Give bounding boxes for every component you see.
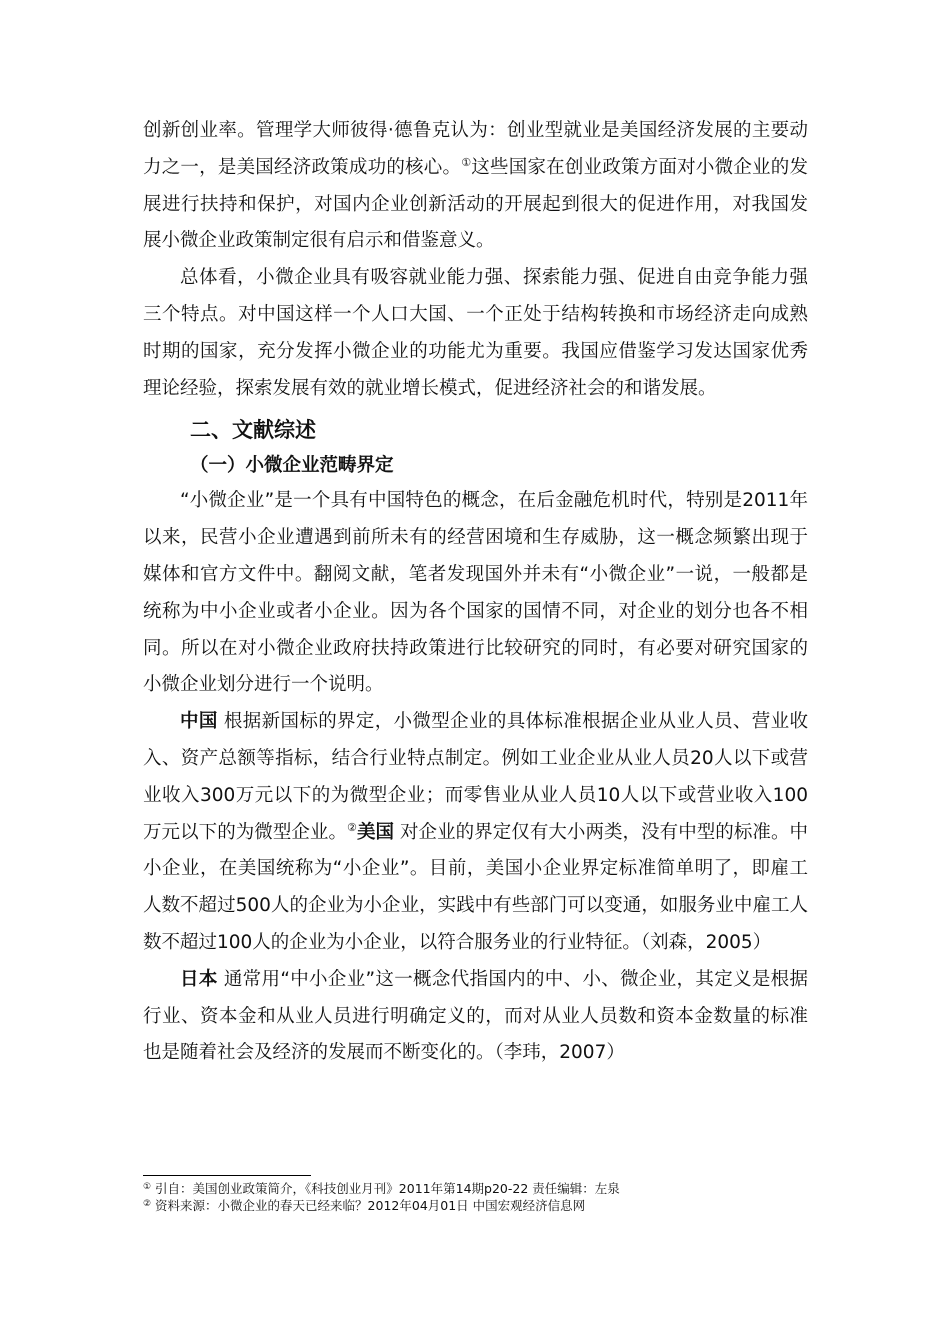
footnote-2-text: 资料来源：小微企业的春天已经来临？2012年04月01日 中国宏观经济信息网 (151, 1198, 586, 1213)
paragraph-5 (143, 962, 808, 1072)
paragraph-4-text-1: 根据新国标的界定，小微型企业的具体标准根据企业从业人员、营业收入、资产总额等指标，结合行业特点制定。例如工业企业从业人员20人以下或营业收入300万元以下的为微型企业；而零售业从业人员10人以下或营业收入100万元以下的为微型企业。 (143, 711, 808, 843)
paragraph-2: 总体看，小微企业具有吸容就业能力强、探索能力强、促进自由竞争能力强三个特点。对中国这样一个人口大国、一个正处于结构转换和市场经济走向成熟时期的国家，充分发挥小微企业的功能尤为重要。我国应借鉴学习发达国家优秀理论经验，探索发展有效的就业增长模式，促进经济社会的和谐发展。 (143, 267, 808, 399)
footnote-2 (143, 1197, 843, 1214)
paragraph-1-text: 创新创业率。管理学大师彼得·德鲁克认为：创业型就业是美国经济发展的主要动力之一，是美国经济政策成功的核心。 (143, 120, 808, 178)
paragraph-4-citation: （刘森，2005） (640, 931, 772, 953)
section-heading: 二、文献综述 (190, 418, 316, 443)
keyword-usa: 美国 (356, 821, 395, 843)
footnote-ref-2[interactable]: ② (347, 820, 357, 834)
keyword-japan: 日本 (180, 968, 218, 990)
paragraph-1-continued: 这些国家在创业政策方面对小微企业的发展进行扶持和保护，对国内企业创新活动的开展起到很大的促进作用，对我国发展小微企业政策制定很有启示和借鉴意义。 (143, 156, 808, 252)
paragraph-4 (143, 704, 808, 962)
footnote-1-mark: ① (143, 1182, 152, 1192)
footnote-2-mark: ② (143, 1199, 152, 1209)
paragraph-3: “小微企业”是一个具有中国特色的概念，在后金融危机时代，特别是2011年以来，民营小企业遭遇到前所未有的经营困境和生存威胁，这一概念频繁出现于媒体和官方文件中。翻阅文献，笔者发现国外并未有“小微企业”一说，一般都是统称为中小企业或者小企业。因为各个国家的国情不同，对企业的划分也各不相同。所以在对小微企业政府扶持政策进行比较研究的同时，有必要对研究国家的小微企业划分进行一个说明。 (143, 490, 808, 696)
subsection-heading: （一）小微企业范畴界定 (190, 455, 394, 477)
footnote-1-text: 引自：美国创业政策简介，《科技创业月刊》2011年第14期p20-22 责任编辑：左泉 (151, 1181, 620, 1196)
keyword-china: 中国 (180, 711, 218, 733)
paragraph-4-text-2: 对企业的界定仅有大小两类，没有中型的标准。中小企业，在美国统称为“小企业”。目前，美国小企业界定标准简单明了，即雇工人数不超过500人的企业为小企业，实践中有些部门可以变通，如服务业中雇工人数不超过100人的企业为小企业，以符合服务业的行业特征。 (143, 821, 808, 953)
paragraph-5-text: 通常用“中小企业”这一概念代指国内的中、小、微企业，其定义是根据行业、资本金和从业人员进行明确定义的，而对从业人员数和资本金数量的标准也是随着社会及经济的发展而不断变化的。（李玮，2007） (143, 968, 808, 1064)
footnote-ref-1[interactable]: ① (461, 155, 472, 169)
footnote-1 (143, 1180, 843, 1197)
paragraph-1 (143, 113, 808, 260)
footnote-separator (143, 1175, 311, 1176)
footnotes (143, 1180, 843, 1214)
body-text (143, 113, 808, 1072)
